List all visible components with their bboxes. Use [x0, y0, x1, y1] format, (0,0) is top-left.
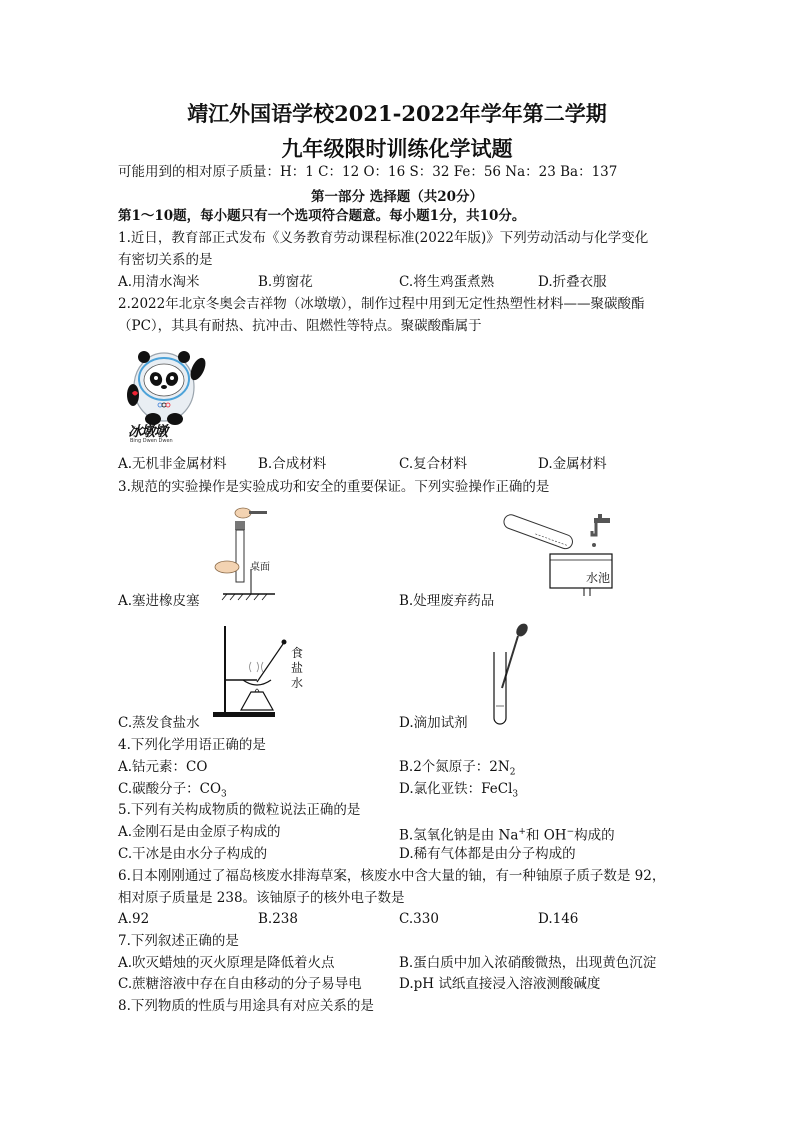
q2-options: [118, 455, 678, 473]
q7-option-a: A.吹灭蜡烛的灭火原理是降低着火点: [118, 955, 335, 971]
q5-option-b-sup1: +: [518, 827, 526, 837]
q2-option-b: B.合成材料: [258, 456, 327, 472]
q5-option-c: C.干冰是由水分子构成的: [118, 846, 268, 862]
mascot-pinyin: Bing Dwen Dwen: [130, 438, 173, 444]
q1-option-b: B.剪窗花: [258, 274, 313, 290]
q4-option-b-subscript: 2: [509, 767, 516, 778]
q8-stem: 8.下列物质的性质与用途具有对应关系的是: [118, 998, 374, 1014]
q1-stem-line2: 有密切关系的是: [118, 252, 213, 268]
q5-options-row2: [118, 845, 678, 863]
q1-option-c: C.将生鸡蛋煮熟: [399, 274, 495, 290]
q7-option-d: D.pH 试纸直接浸入溶液测酸碱度: [399, 976, 601, 992]
q3-option-a: A.塞进橡皮塞: [118, 593, 200, 609]
exam-title-line1: 靖江外国语学校2021-2022年学年第二学期: [187, 101, 607, 126]
exam-title-line2: 九年级限时训练化学试题: [281, 136, 513, 161]
bing-dwen-dwen-mascot-image: [118, 343, 214, 447]
q3-option-b: B.处理废弃药品: [399, 593, 495, 609]
q1-option-a: A.用清水淘米: [118, 274, 200, 290]
q6-option-a: A.92: [118, 911, 150, 927]
q2-option-d: D.金属材料: [538, 456, 607, 472]
instructions: 第1～10题，每小题只有一个选项符合题意。每小题1分，共10分。: [118, 208, 526, 224]
q7-option-b: B.蛋白质中加入浓硝酸微热，出现黄色沉淀: [399, 955, 657, 971]
q4-option-d-subscript: 3: [512, 789, 519, 800]
q3-figure-a-stopper: [205, 503, 285, 603]
q6-stem-line2: 相对原子质量是 238。该铀原子的核外电子数是: [118, 890, 405, 906]
q6-option-d: D.146: [538, 911, 579, 927]
q6-option-b: B.238: [258, 911, 298, 927]
q3-option-c: C.蒸发食盐水: [118, 715, 200, 731]
q4-options-row2: [118, 780, 678, 798]
q2-option-c: C.复合材料: [399, 456, 468, 472]
q4-option-b: [399, 758, 515, 782]
q7-stem: 7.下列叙述正确的是: [118, 933, 239, 949]
q6-stem-line1: 6.日本刚刚通过了福岛核废水排海草案，核废水中含大量的铀，有一种铀原子质子数是 92，: [118, 868, 666, 884]
atomic-masses: 可能用到的相对原子质量：H：1 C：12 O：16 S：32 Fe：56 Na：23 Ba：137: [118, 164, 618, 180]
q3-options-row1: [118, 592, 678, 610]
q7-options-row2: [118, 975, 678, 993]
mascot-caption: 冰墩墩: [128, 424, 167, 440]
q7-option-c: C.蔗糖溶液中存在自由移动的分子易导电: [118, 976, 362, 992]
q5-option-b-sup2: −: [566, 827, 575, 837]
q5-option-b-text3: 构成的: [574, 827, 615, 844]
fig-a-table-label: 桌面: [250, 562, 270, 573]
q5-stem: 5.下列有关构成物质的微粒说法正确的是: [118, 802, 361, 818]
q4-option-c-subscript: 3: [221, 789, 227, 800]
q1-option-d: D.折叠衣服: [538, 274, 607, 290]
q4-option-c-text: C.碳酸分子：CO: [118, 781, 222, 797]
q5-option-a: A.金刚石是由金原子构成的: [118, 824, 281, 840]
fig-c-saltwater-label: 食盐水: [291, 646, 304, 690]
q5-option-b-text2: 和 OH: [525, 827, 567, 844]
q2-stem-line2: （PC），其具有耐热、抗冲击、阻燃性等特点。聚碳酸酯属于: [118, 318, 482, 334]
q4-option-d: [399, 780, 518, 804]
q1-options: [118, 273, 678, 291]
q6-options: [118, 910, 678, 928]
q4-option-d-text: D.氯化亚铁：FeCl: [399, 781, 513, 797]
q3-figure-b-sink: [496, 512, 616, 597]
section-heading: 第一部分 选择题（共20分）: [311, 189, 483, 205]
q3-figure-c-evaporation: [205, 622, 305, 722]
q4-option-b-text: B.2个氮原子：2N: [399, 759, 510, 775]
q2-option-a: A.无机非金属材料: [118, 456, 227, 472]
q3-options-row2: [118, 714, 678, 732]
q5-option-b: [399, 823, 615, 845]
q3-stem: 3.规范的实验操作是实验成功和安全的重要保证。下列实验操作正确的是: [118, 479, 550, 495]
q4-options-row1: [118, 758, 678, 776]
q4-option-a: A.钴元素：CO: [118, 759, 208, 775]
q6-option-c: C.330: [399, 911, 439, 927]
q2-stem-line1: 2.2022年北京冬奥会吉祥物（冰墩墩），制作过程中用到无定性热塑性材料——聚碳酸酯: [118, 296, 645, 312]
q1-stem-line1: 1.近日，教育部正式发布《义务教育劳动课程标准(2022年版)》下列劳动活动与化学变化: [118, 230, 649, 246]
q5-option-b-text1: B.氢氧化钠是由 Na: [399, 827, 519, 844]
q5-options-row1: [118, 823, 678, 844]
q7-options-row1: [118, 954, 678, 972]
q5-option-d: D.稀有气体都是由分子构成的: [399, 846, 576, 862]
q3-option-d: D.滴加试剂: [399, 715, 468, 731]
q4-stem: 4.下列化学用语正确的是: [118, 737, 266, 753]
fig-b-sink-label: 水池: [586, 571, 611, 585]
